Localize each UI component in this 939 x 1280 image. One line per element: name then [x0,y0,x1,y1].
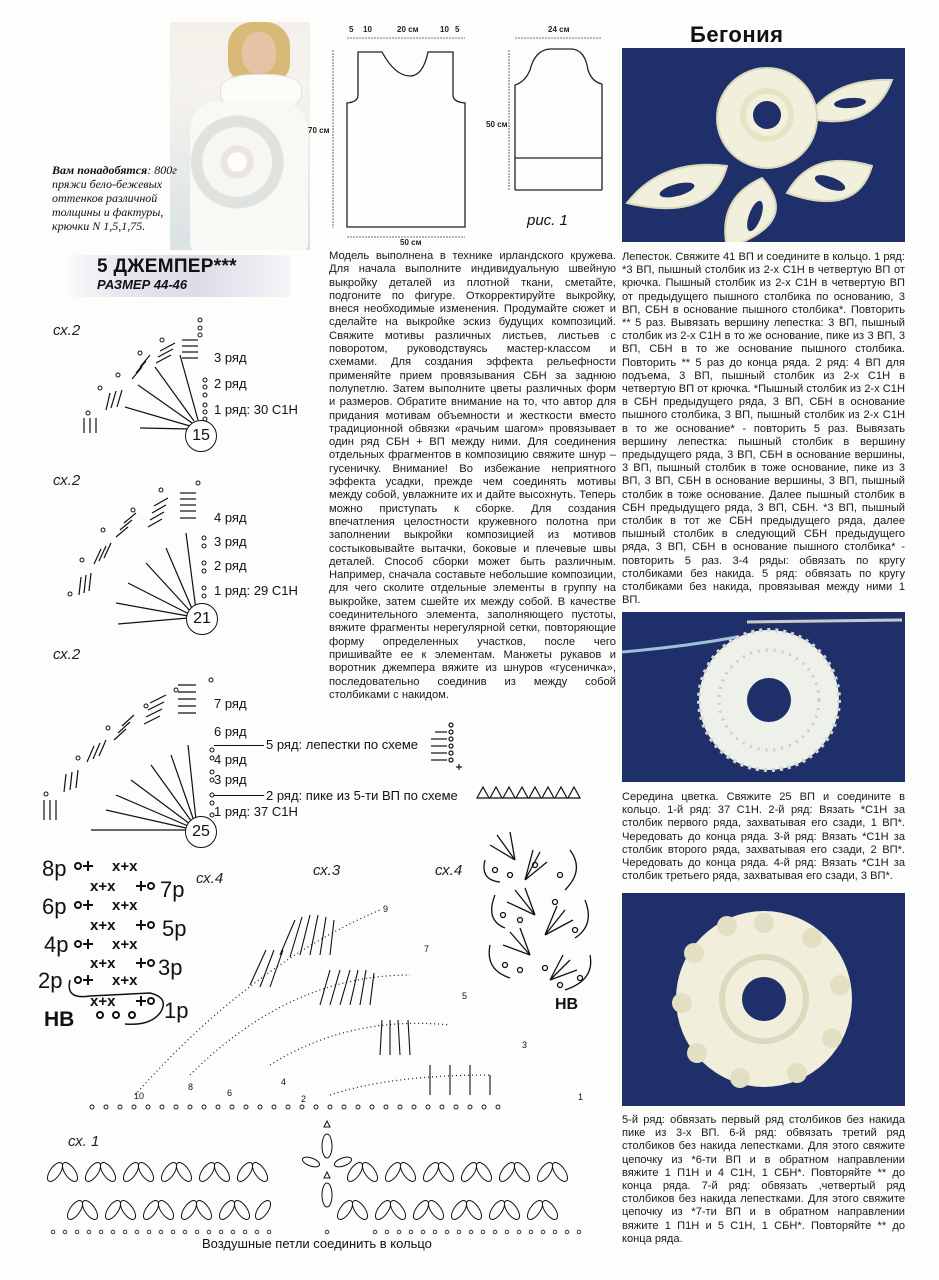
flower-finished-photo [622,893,905,1106]
dim-10-right: 10 [440,25,449,34]
scheme-3-row-4: 4 ряд [214,752,247,767]
scheme-label-leaf: сх.3 [313,862,341,879]
leaf-row-10: 10 [134,1091,145,1101]
scheme-2-row-3: 3 ряд [214,534,247,549]
s4-row-5: 5р [162,916,187,941]
scheme-2-center: 21 [186,603,218,635]
project-title: 5 ДЖЕМПЕР*** [97,256,237,277]
scheme-2-row-2: 2 ряд [214,558,247,573]
description-text: Модель выполнена в технике ирландского кружева. Для начала выполните индивидуальную швейную выкройку деталей из плотной ткани, сметайте, подгоните по фигуре. Откорректируйте выкройку, внеся необходимые изменения. Продумайте сюжет и сделайте на выкройке эскиз будущих композиций. Свяжите мотивы различных листьев, листьев с поворотом, руководствуясь мастер-классом и схемами. Для создания эффекта рельефности применяйте прием провязывания СБН за заднюю полупетлю. Затем выполните цветы различных форм и размеров. Обратите внимание на то, что автор для придания мотивам объемности и жесткости вместо традиционной обвязки «рачьим шагом» провязывает один ряд СБН + ВП между ними. Для соединения отдельных фрагментов в композицию свяжите шнур – гусеничку. Внимание! Во избежание неприятного эффекта усадки, прежде чем соединять мотивы между собой, увлажните их и дайте высохнуть. Теперь можно приступать к сборке. Для создания впечатления целостности кружевного полотна при заполнении выкройки композицией из мотивов состыковывайте вытачки, боковые и плечевые швы деталей. Способ сборки может быть различным. Например, сначала составьте небольшие композиции, для чего сколите отдельные элементы в группу на выкройке, затем сшейте их между собой. В качестве соединительного элемента, заполняющего пустоты, вяжите фрагменты нерегулярной сетки, повторяющие форму определенных участков, после чего пришивайте ее к элементам. Манжеты рукавов и воротник джемпера вяжите из шнуров «гусеничка», последовательно соединив из между собой столбиками с накидом. [329,250,616,701]
materials-value: : 800г пряжи бело-бежевых оттенков различной толщины и фактуры, крючки N 1,5,1,75. [52,163,177,233]
scheme-3-row-6: 6 ряд [214,724,247,739]
scheme-1-center: 15 [185,420,217,452]
svg-text:x+x: x+x [112,858,138,875]
scheme-1-band-diagram [35,1120,615,1238]
s4-row-7: 7р [160,877,185,902]
scheme-4-right-diagram [485,820,605,1000]
leaf-row-8: 8 [188,1082,194,1092]
scheme-label-4-right: сх.4 [435,862,463,879]
dim-10-left: 10 [363,25,372,34]
svg-text:x+x: x+x [112,936,138,953]
finishing-instructions: 5-й ряд: обвязать первый ряд столбиков без накида пике из 3-х ВП. 6-й ряд: обвязать третий ряд столбиков без накида лепестками. Для этого свяжите цепочку из *6-ти ВП и в обратном направлении вяжите 1 П1Н и 4 С1Н, 1 СБН*. Повторяйте ** до конца ряда. 7-й ряд: обвязать ,четвертый ряд столбиков без накида лепестками. Для этого свяжите цепочку из *7-ти ВП и в обратном направлении вяжите 1 П1Н и 5 С1Н, 1 СБН*. Повторяйте ** до конца ряда. [622,1114,905,1245]
scheme-1-row-1: 1 ряд: 30 С1Н [214,402,298,417]
dim-sleeve-width: 24 см [548,25,570,34]
materials-text [52,163,187,233]
petal-symbol [425,722,475,772]
picot-symbols [476,786,586,800]
leaf-row-4: 4 [281,1077,287,1087]
scheme-3-row-7: 7 ряд [214,696,247,711]
dim-5-left: 5 [349,25,354,34]
dim-front-width: 50 см [400,238,422,247]
s4-row-1: 1р [164,998,189,1023]
s4-row-6: 6р [42,894,67,919]
leaf-row-7: 7 [424,944,430,954]
scheme-label-4-left: сх.4 [196,870,224,887]
scheme-3-row-3: 3 ряд [214,772,247,787]
scheme-label-band: сх. 1 [68,1133,100,1150]
center-instructions: Середина цветка. Свяжите 25 ВП и соедините в кольцо. 1-й ряд: 37 С1Н. 2-й ряд: Вязать *С1Н за столбик первого ряда, захватывая его сзади, 1 ВП*. Чередовать до конца ряда. 3-й ряд: Вязать *С1Н за столбик второго ряда, захватывая его сзади, 2 ВП*. Чередовать до конца ряда. 4-й ряд: Вязать *С1Н за столбик третьего ряда, захватывая его сзади, 3 ВП*. [622,791,905,883]
scheme-3-leaf-diagram [90,895,530,1115]
scheme-1-row-2: 2 ряд [214,376,247,391]
project-size: РАЗМЕР 44-46 [97,277,188,292]
dim-sleeve-height: 50 см [486,120,508,129]
scheme-2-row-1: 1 ряд: 29 С1Н [214,583,298,598]
dim-20cm: 20 см [397,25,419,34]
dim-5-right: 5 [455,25,460,34]
s4-row-8: 8р [42,856,67,881]
band-join-note: Воздушные петли соединить в кольцо [202,1236,432,1251]
leaf-row-9: 9 [383,904,389,914]
scheme-2-diagram [66,478,216,618]
svg-text:x+x: x+x [90,955,116,972]
row-2-pointer-line [214,795,264,796]
svg-text:x+x: x+x [90,917,116,934]
s4-row-3: 3р [158,955,183,980]
leaf-row-1: 1 [578,1092,584,1102]
scheme-1-diagram [80,315,210,435]
s4-row-4: 4р [44,932,69,957]
svg-text:x+x: x+x [112,897,138,914]
scheme-3-row-5-note: 5 ряд: лепестки по схеме [266,737,419,752]
svg-text:x+x: x+x [90,878,116,895]
scheme-label-2: сх.2 [53,472,81,489]
scheme-3-row-1: 1 ряд: 37 С1Н [214,804,298,819]
petal-instructions: Лепесток. Свяжите 41 ВП и соедините в кольцо. 1 ряд: *3 ВП, пышный столбик из 2-х С1Н в четвертую ВП от крючка. Пышный столбик из 2-х С1Н в четвертую ВП от предыдущего пышного столбика по основанию, 3 ВП, СБН в основание пышного столбика*. Повторить ** 5 раз. Вывязать вершину лепестка: 3 ВП, пышный столбик из 2-х С1Н в то же основание, пике из 3 ВП, 3 ВП, СБН в то же основание пышного столбика. Повторить ** 5 раз до конца ряда. 2 ряд: 4 ВП для подъема, 3 ВП, пышный столбик из 2-х С1Н в четвертую ВП от крючка. *Пышный столбик из 2-х С1Н в СБН предыдущего ряда, 3 ВП, СБН в основание пышного столбика, 3 ВП, пышный столбик из 2-х С1Н в то же основание* - повторить 5 раз. Вывязать вершину лепестка: пышный столбик в вершину предыдущего ряда, 3 ВП, СБН в основание вершины, 3 ВП, пышный столбик в тоже основание, пике из 3 ВП, 3 ВП, СБН в основание вершины, 3 ВП, пышный столбик в тоже основание. Далее пышный столбик в СБН предыдущего ряда, 3 ВП, СБН. *3 ВП, пышный столбик в тот же СБН предыдущего ряда, далее пышный столбик в следующий СБН предыдущего ряда, 3 ВП, СБН в основание пышного столбика* - повторить 5 раз. 3-4 ряды: обвязать по кругу столбиками без накида. 5 ряд: обвязать по кругу столбиками без накида, провязывая между ними 1 ВП. [622,251,905,607]
scheme-3-center: 25 [185,816,217,848]
materials-label: Вам понадобятся [52,163,148,177]
scheme-3-row-2-note: 2 ряд: пике из 5-ти ВП по схеме [266,788,458,803]
scheme-label-3: сх.2 [53,646,81,663]
s4-start-marker: НВ [44,1008,75,1031]
flower-center-photo [622,612,905,782]
svg-text:x+x: x+x [90,993,116,1010]
leaf-row-2: 2 [301,1094,307,1104]
dim-front-height: 70 см [308,126,330,135]
s4-right-start-marker: НВ [555,996,579,1013]
scheme-label-1: сх.2 [53,322,81,339]
leaf-row-3: 3 [522,1040,528,1050]
begonia-motif-photo [622,48,905,242]
scheme-1-row-3: 3 ряд [214,350,247,365]
leaf-row-5: 5 [462,991,468,1001]
leaf-row-6: 6 [227,1088,233,1098]
model-photo [170,22,310,250]
row-5-pointer-line [214,745,264,746]
figure-caption: рис. 1 [527,212,568,229]
motif-title: Бегония [690,22,784,47]
scheme-2-row-4: 4 ряд [214,510,247,525]
svg-text:x+x: x+x [112,972,138,989]
s4-row-2: 2р [38,968,63,993]
pattern-drawing [320,0,620,250]
scheme-3-diagram [36,660,216,835]
